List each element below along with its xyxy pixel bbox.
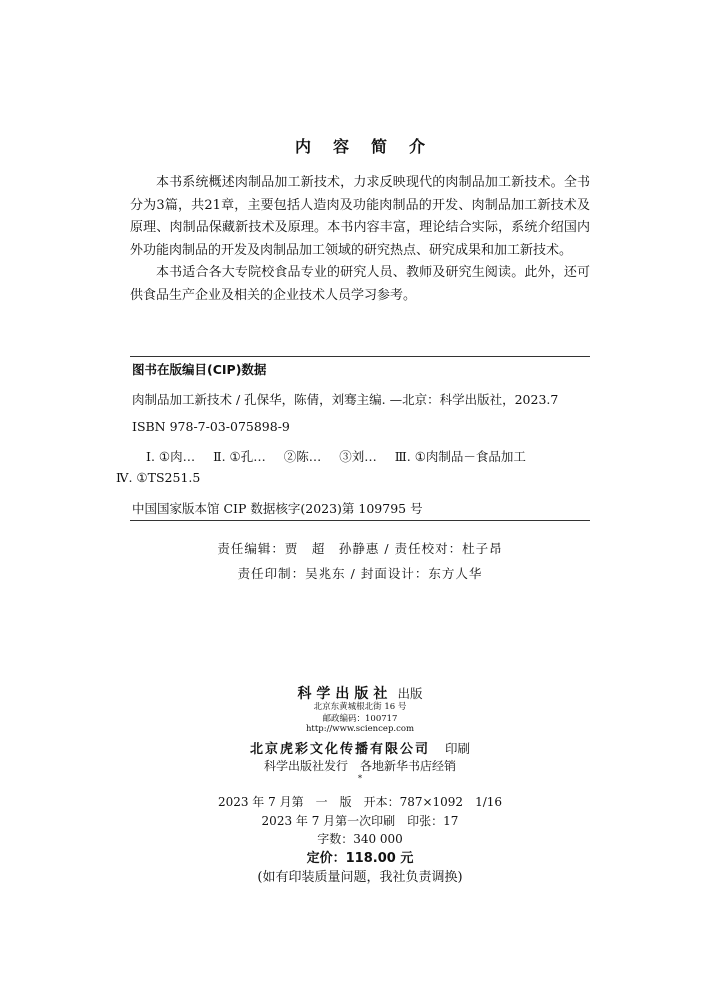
price: 定价：118.00 元 [306, 851, 414, 866]
printer-line [0, 738, 720, 757]
publisher-suffix: 出版 [397, 686, 423, 701]
publisher-name: 科学出版社 [297, 686, 393, 702]
printer-name: 北京虎彩文化传播有限公司 [249, 742, 430, 757]
word-count: 字数：340 000 [317, 832, 403, 846]
production-credits: 责任印制：吴兆东 / 封面设计：东方人华 [237, 566, 483, 581]
cip-class-item: Ⅱ. ①孔… [213, 449, 266, 464]
publisher-address: 北京东黄城根北街 16 号 [313, 702, 407, 712]
publisher-postcode: 邮政编码：100717 [322, 714, 398, 724]
cip-classification [146, 447, 604, 465]
printing-line: 2023 年 7 月第一次印刷 印张：17 [261, 814, 459, 828]
cip-class-item: Ⅲ. ①肉制品－食品加工 [394, 449, 526, 464]
summary-paragraph: 本书适合各大专院校食品专业的研究人员、教师及研究生阅读。此外，还可供食品生产企业及相关的企业技术人员学习参考。 [130, 265, 590, 303]
cip-top-rule [130, 356, 590, 357]
separator-asterisk: * [357, 774, 363, 784]
distribution-line: 科学出版社发行 各地新华书店经销 [263, 759, 456, 773]
cip-record: 肉制品加工新技术 / 孔保华，陈倩，刘骞主编. —北京：科学出版社，2023.7 [132, 392, 559, 407]
cip-class-item: Ⅰ. ①肉… [146, 449, 196, 464]
summary-body [130, 172, 590, 307]
cip-class-item: ③刘… [339, 449, 377, 464]
cip-isbn: ISBN 978-7-03-075898-9 [132, 419, 290, 434]
summary-paragraph: 本书系统概述肉制品加工新技术，力求反映现代的肉制品加工新技术。全书分为3篇，共21章，主要包括人造肉及功能肉制品的开发、肉制品加工新技术及原理、肉制品保藏新技术及原理。本书内容丰富，理论结合实际，系统介绍国内外功能肉制品的开发及肉制品加工领域的研究热点、研究成果和加工新技术。 [130, 175, 590, 258]
publisher-website: http://www.sciencep.com [305, 724, 415, 734]
edition-line: 2023 年 7 月第 一 版 开本：787×1092 1/16 [217, 795, 503, 809]
cip-number: 中国国家版本馆 CIP 数据核字(2023)第 109795 号 [132, 501, 423, 516]
cip-classification-2: Ⅳ. ①TS251.5 [116, 470, 201, 485]
summary-title: 内容简介 [294, 137, 447, 156]
quality-note: (如有印装质量问题，我社负责调换) [257, 870, 463, 885]
cip-bottom-rule [130, 520, 590, 521]
editor-credits: 责任编辑：贾 超 孙静惠 / 责任校对：杜子昂 [217, 541, 503, 556]
cip-class-item: ②陈… [283, 449, 322, 464]
printer-suffix: 印刷 [445, 741, 471, 756]
cip-heading: 图书在版编目(CIP)数据 [132, 362, 267, 377]
